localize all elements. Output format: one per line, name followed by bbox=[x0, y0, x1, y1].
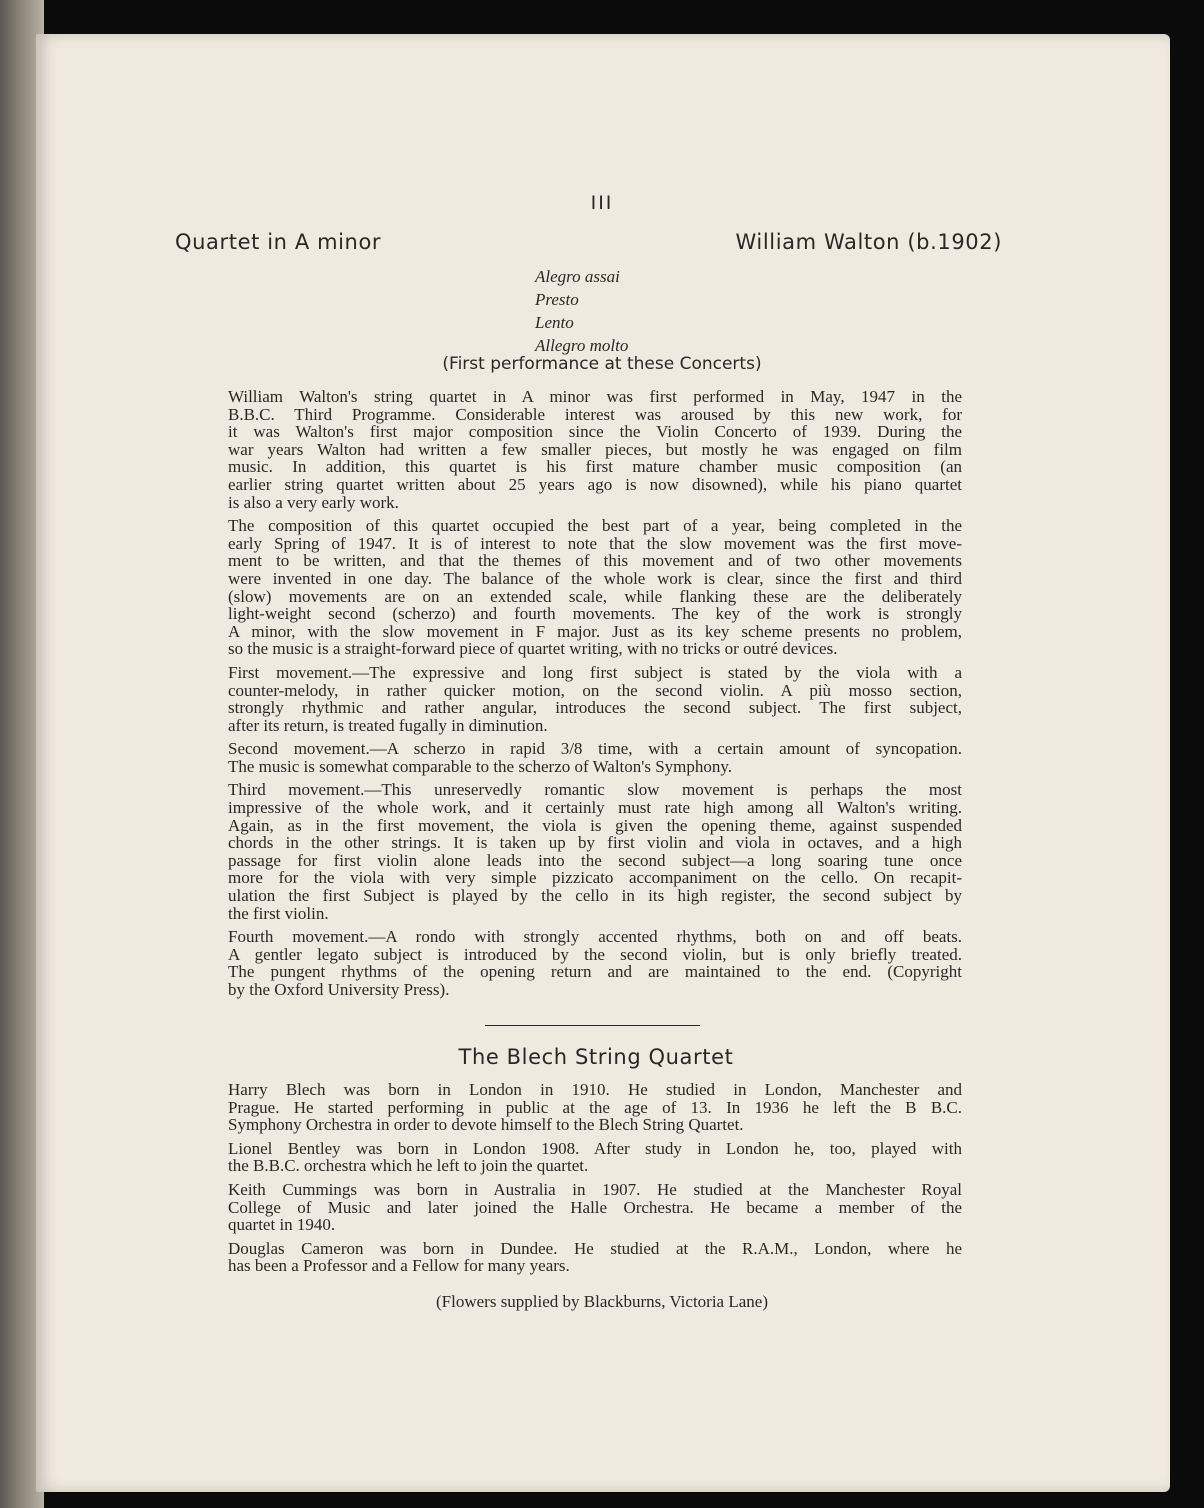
text-line: counter-melody, in rather quicker motion, on the second violin. A più mosso section, bbox=[228, 680, 962, 700]
text-line: William Walton's string quartet in A minor was first performed in May, 1947 in the bbox=[228, 387, 962, 406]
text-line: by the Oxford University Press). bbox=[228, 980, 450, 999]
section-divider bbox=[485, 1025, 700, 1026]
text-line: after its return, is treated fugally in diminution. bbox=[228, 715, 548, 735]
paragraph bbox=[228, 740, 962, 775]
work-title: Quartet in A minor bbox=[175, 230, 382, 254]
paragraph bbox=[228, 781, 962, 922]
text-line: College of Music and later joined the Halle Orchestra. He became a member of the bbox=[228, 1197, 962, 1217]
text-line: (slow) movements are on an extended scale, while flanking these are the deliberately bbox=[228, 586, 962, 606]
text-line: chords in the other strings. It is taken up by first violin and viola in octaves, and a high bbox=[228, 833, 962, 853]
text-line: more for the viola with very simple pizzicato accompaniment on the cello. On recapit- bbox=[228, 868, 962, 888]
text-line: war years Walton had written a few smaller pieces, but mostly he was engaged on film bbox=[228, 439, 962, 459]
performer-bios bbox=[228, 1081, 962, 1281]
text-line: First movement.—The expressive and long first subject is stated by the viola with a bbox=[228, 662, 962, 682]
text-line: were invented in one day. The balance of the whole work is clear, since the first and third bbox=[228, 568, 962, 588]
text-line: Lionel Bentley was born in London 1908. After study in London he, too, played with bbox=[228, 1138, 962, 1158]
paragraph bbox=[228, 1240, 962, 1275]
text-line: Again, as in the first movement, the viola is given the opening theme, against suspended bbox=[228, 815, 962, 835]
composer-name: William Walton (b.1902) bbox=[735, 230, 1002, 254]
text-line: passage for first violin alone leads into the second subject—a long soaring tune once bbox=[228, 850, 962, 870]
text-line: the first violin. bbox=[228, 903, 329, 923]
paragraph bbox=[228, 1140, 962, 1175]
text-line: so the music is a straight-forward piece of quartet writing, with no tricks or outré devices. bbox=[228, 639, 838, 659]
text-line: The pungent rhythms of the opening return and are maintained to the end. (Copyright bbox=[228, 962, 962, 982]
text-line: The composition of this quartet occupied the best part of a year, being completed in the bbox=[228, 516, 962, 536]
movement-item: Allegro molto bbox=[535, 336, 629, 355]
page-number: III bbox=[590, 192, 614, 214]
text-line: earlier string quartet written about 25 years ago is now disowned), while his piano quartet bbox=[228, 474, 962, 494]
text-line: Fourth movement.—A rondo with strongly accented rhythms, both on and off beats. bbox=[228, 927, 962, 947]
movement-list bbox=[535, 265, 628, 357]
text-line: Harry Blech was born in London in 1910. He studied in London, Manchester and bbox=[228, 1080, 962, 1099]
movement-item: Alegro assai bbox=[535, 267, 620, 286]
movement-item: Lento bbox=[535, 313, 574, 332]
text-line: music. In addition, this quartet is his first mature chamber music composition (an bbox=[228, 457, 962, 477]
text-line: The music is somewhat comparable to the scherzo of Walton's Symphony. bbox=[228, 756, 733, 776]
footer-note: (Flowers supplied by Blackburns, Victoria Lane) bbox=[436, 1292, 768, 1311]
paragraph bbox=[228, 1181, 962, 1234]
paragraph bbox=[228, 1081, 962, 1134]
paragraph bbox=[228, 388, 962, 511]
text-line: quartet in 1940. bbox=[228, 1215, 336, 1235]
text-line: has been a Professor and a Fellow for many years. bbox=[228, 1256, 570, 1276]
text-line: Second movement.—A scherzo in rapid 3/8 time, with a certain amount of syncopation. bbox=[228, 739, 962, 759]
text-line: A gentler legato subject is introduced by the second violin, but is only briefly treated. bbox=[228, 944, 962, 964]
text-line: early Spring of 1947. It is of interest to note that the slow movement was the first move- bbox=[228, 533, 962, 553]
movement-item: Presto bbox=[535, 290, 579, 309]
text-line: Third movement.—This unreservedly romantic slow movement is perhaps the most bbox=[228, 780, 962, 800]
program-notes bbox=[228, 388, 962, 1005]
text-line: light-weight second (scherzo) and fourth movements. The key of the work is strongly bbox=[228, 604, 962, 624]
text-line: the B.B.C. orchestra which he left to join the quartet. bbox=[228, 1156, 589, 1176]
text-line: Douglas Cameron was born in Dundee. He studied at the R.A.M., London, where he bbox=[228, 1238, 962, 1258]
text-line: ment to be written, and that the themes of this movement and of two other movements bbox=[228, 551, 962, 571]
performance-note: (First performance at these Concerts) bbox=[442, 354, 762, 374]
text-line: Symphony Orchestra in order to devote himself to the Blech String Quartet. bbox=[228, 1115, 744, 1135]
text-line: A minor, with the slow movement in F major. Just as its key scheme presents no problem, bbox=[228, 621, 962, 641]
text-line: ulation the first Subject is played by the cello in its high register, the second subject by bbox=[228, 886, 962, 906]
text-line: Prague. He started performing in public at the age of 13. In 1936 he left the B B.C. bbox=[228, 1097, 962, 1117]
text-line: B.B.C. Third Programme. Considerable interest was aroused by this new work, for bbox=[228, 404, 962, 424]
paragraph bbox=[228, 928, 962, 998]
paragraph bbox=[228, 517, 962, 658]
text-line: is also a very early work. bbox=[228, 492, 399, 512]
text-line: strongly rhythmic and rather angular, introduces the second subject. The first subject, bbox=[228, 698, 962, 718]
text-line: impressive of the whole work, and it certainly must rate high among all Walton's writing. bbox=[228, 798, 962, 818]
performers-title: The Blech String Quartet bbox=[458, 1045, 734, 1069]
text-line: it was Walton's first major composition since the Violin Concerto of 1939. During the bbox=[228, 422, 962, 442]
text-line: Keith Cummings was born in Australia in 1907. He studied at the Manchester Royal bbox=[228, 1179, 962, 1199]
paragraph bbox=[228, 664, 962, 734]
